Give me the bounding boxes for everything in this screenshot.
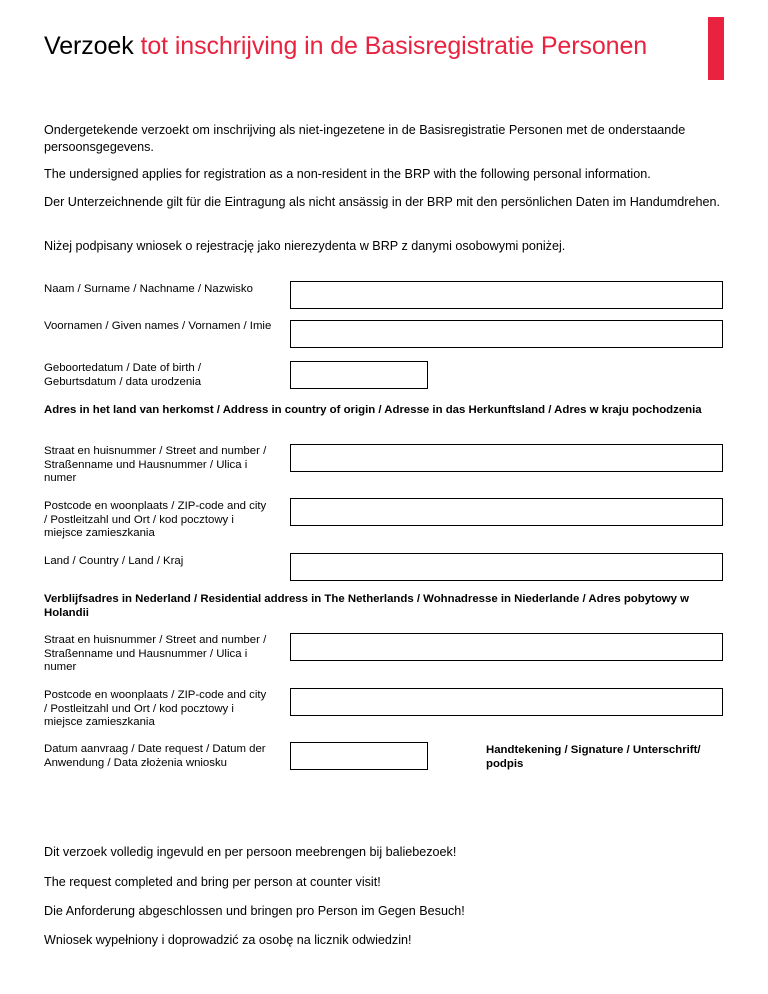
origin-postcode-label: Postcode en woonplaats / ZIP-code and city / Postleitzahl und Ort / kod pocztowy i miejsce zamieszkania xyxy=(44,500,267,539)
request-date-field[interactable] xyxy=(290,742,428,770)
signature-label: Handtekening / Signature / Unterschrift/ podpis xyxy=(486,744,701,770)
given-names-field[interactable] xyxy=(290,320,723,348)
surname-label: Naam / Surname / Nachname / Nazwisko xyxy=(44,283,253,295)
page-title xyxy=(44,32,647,61)
nl-postcode-field[interactable] xyxy=(290,688,723,716)
dob-field[interactable] xyxy=(290,361,428,389)
surname-field[interactable] xyxy=(290,281,723,309)
intro-de: Der Unterzeichnende gilt für die Eintragung als nicht ansässig in der BRP mit den persönlichen Daten im Handumdrehen. xyxy=(44,195,721,209)
nl-postcode-label: Postcode en woonplaats / ZIP-code and city / Postleitzahl und Ort / kod pocztowy i miejsce zamieszkania xyxy=(44,689,267,728)
origin-address-heading: Adres in het land van herkomst / Address in country of origin / Adresse in das Herkunftsland / Adres w kraju pochodzenia xyxy=(44,404,702,416)
country-field[interactable] xyxy=(290,553,723,581)
brand-bar xyxy=(708,17,724,80)
intro-en: The undersigned applies for registration as a non-resident in the BRP with the following personal information. xyxy=(44,167,651,181)
intro-pl: Niżej podpisany wniosek o rejestrację jako nierezydenta w BRP z danymi osobowymi poniżej. xyxy=(44,239,566,253)
intro-nl: Ondergetekende verzoekt om inschrijving als niet-ingezetene in de Basisregistratie Personen met de onderstaande persoonsgegevens. xyxy=(44,123,686,154)
footer-en: The request completed and bring per person at counter visit! xyxy=(44,875,381,889)
origin-street-label: Straat en huisnummer / Street and number / Straßenname und Hausnummer / Ulica i numer xyxy=(44,445,267,484)
given-names-label: Voornamen / Given names / Vornamen / Imie xyxy=(44,320,272,332)
request-date-label: Datum aanvraag / Date request / Datum der Anwendung / Data złożenia wniosku xyxy=(44,743,266,769)
footer-pl: Wniosek wypełniony i doprowadzić za osobę na licznik odwiedzin! xyxy=(44,933,412,947)
title-red: tot inschrijving in de Basisregistratie Personen xyxy=(140,32,648,60)
nl-street-label: Straat en huisnummer / Street and number / Straßenname und Hausnummer / Ulica i numer xyxy=(44,634,267,673)
title-black: Verzoek xyxy=(44,32,141,60)
nl-address-heading: Verblijfsadres in Nederland / Residential address in The Netherlands / Wohnadresse in Niederlande / Adres pobytowy w Holandii xyxy=(44,593,690,619)
origin-street-field[interactable] xyxy=(290,444,723,472)
footer-de: Die Anforderung abgeschlossen und bringen pro Person im Gegen Besuch! xyxy=(44,904,465,918)
dob-label: Geboortedatum / Date of birth / Geburtsdatum / data urodzenia xyxy=(44,362,202,388)
country-label: Land / Country / Land / Kraj xyxy=(44,555,184,567)
nl-street-field[interactable] xyxy=(290,633,723,661)
origin-postcode-field[interactable] xyxy=(290,498,723,526)
footer-nl: Dit verzoek volledig ingevuld en per persoon meebrengen bij baliebezoek! xyxy=(44,845,457,859)
